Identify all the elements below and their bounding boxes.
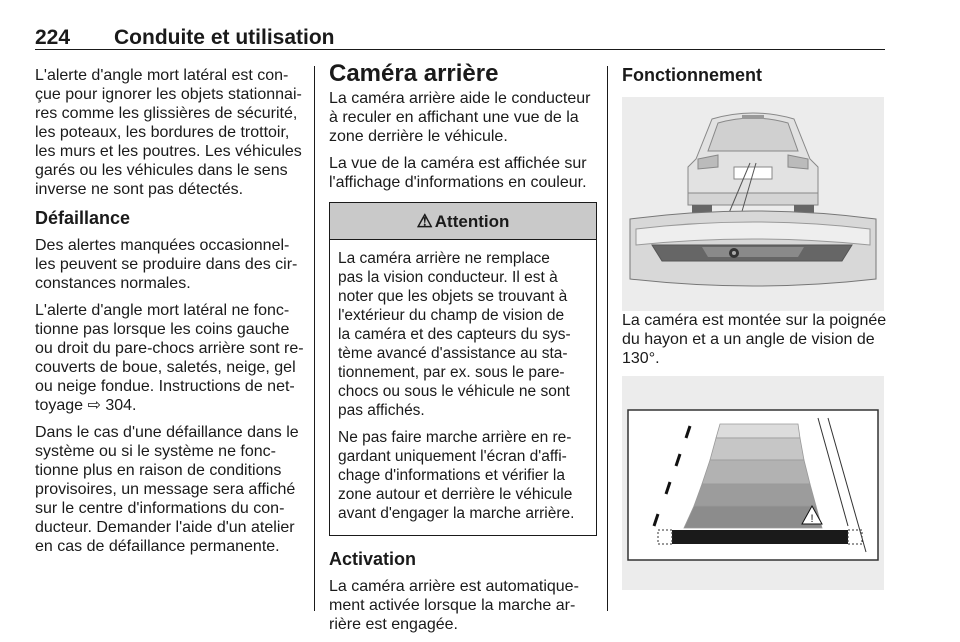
paragraph-text: L'alerte d'angle mort latéral ne fonc- tionne pas lorsque les coins gauche ou droit du pare-chocs arrière sont re- couverts de boue, saletés, neige, gel ou neige fondue. Instructions de net- toyage xyxy=(35,302,304,414)
page-ref-arrow-icon: ⇨ xyxy=(87,397,106,414)
attention-box xyxy=(329,202,597,536)
heading-activation: Activation xyxy=(329,549,417,569)
attention-body xyxy=(330,240,596,535)
column-divider xyxy=(607,66,608,611)
paragraph: La caméra arrière est automatique- ment activée lorsque la marche ar- rière est engagée. xyxy=(329,578,579,633)
attention-paragraph: La caméra arrière ne remplace pas la vision conducteur. Il est à noter que les objets se trouvant à l'extérieur du champ de vision de la caméra et des capteurs du sys- tème avancé d'assistance au sta- tionnement, par ex. sous le pare- chocs ou sous le véhicule ne sont pas affichés. xyxy=(338,250,571,419)
attention-title: Attention xyxy=(434,211,510,231)
attention-header xyxy=(330,203,596,240)
camera-display-illustration xyxy=(622,376,884,590)
figure-caption: La caméra est montée sur la poignée du hayon et a un angle de vision de 130°. xyxy=(622,312,887,367)
column-divider xyxy=(314,66,315,611)
attention-paragraph: Ne pas faire marche arrière en re- gardant uniquement l'écran d'affi- chage d'informations et vérifier la zone autour et derrière le véhicule avant d'engager la marche arrière. xyxy=(338,429,575,522)
paragraph: L'alerte d'angle mort latéral est con- çue pour ignorer les objets stationnai- res comme les glissières de sécurité, les poteaux, les bordures de trottoir, les murs et les poutres. Les véhicules garés ou les véhicules dans le sens inverse ne sont pas détectés. xyxy=(35,67,302,198)
paragraph: La vue de la caméra est affichée sur l'affichage d'informations en couleur. xyxy=(329,155,587,191)
paragraph: Dans le cas d'une défaillance dans le système ou si le système ne fonc- tionne plus en raison de conditions provisoires, un message sera affiché sur le centre d'informations du con- ducteur. Demander l'aide d'un atelier en cas de défaillance permanente. xyxy=(35,424,299,555)
svg-text:!: ! xyxy=(810,513,814,525)
page-reference-link[interactable]: 304. xyxy=(105,397,137,414)
chapter-title: Conduite et utilisation xyxy=(114,26,335,49)
column-right xyxy=(622,66,892,590)
column-middle xyxy=(329,60,597,642)
header-divider xyxy=(35,49,885,50)
warning-icon: ⚠ xyxy=(416,210,433,231)
paragraph: Des alertes manquées occasionnel- les peuvent se produire dans des cir- constances normales. xyxy=(35,237,298,292)
paragraph-cleaning xyxy=(35,301,305,415)
car-rear-illustration xyxy=(622,97,884,311)
column-left xyxy=(35,66,305,564)
section-title: Caméra arrière xyxy=(329,60,499,87)
camera-location-illustration xyxy=(622,97,884,311)
paragraph: La caméra arrière aide le conducteur à reculer en affichant une vue de la zone derrière le véhicule. xyxy=(329,90,591,145)
heading-fonctionnement: Fonctionnement xyxy=(622,65,762,85)
page-number: 224 xyxy=(35,26,71,49)
heading-defaillance: Défaillance xyxy=(35,208,131,228)
camera-view-illustration xyxy=(622,376,884,590)
